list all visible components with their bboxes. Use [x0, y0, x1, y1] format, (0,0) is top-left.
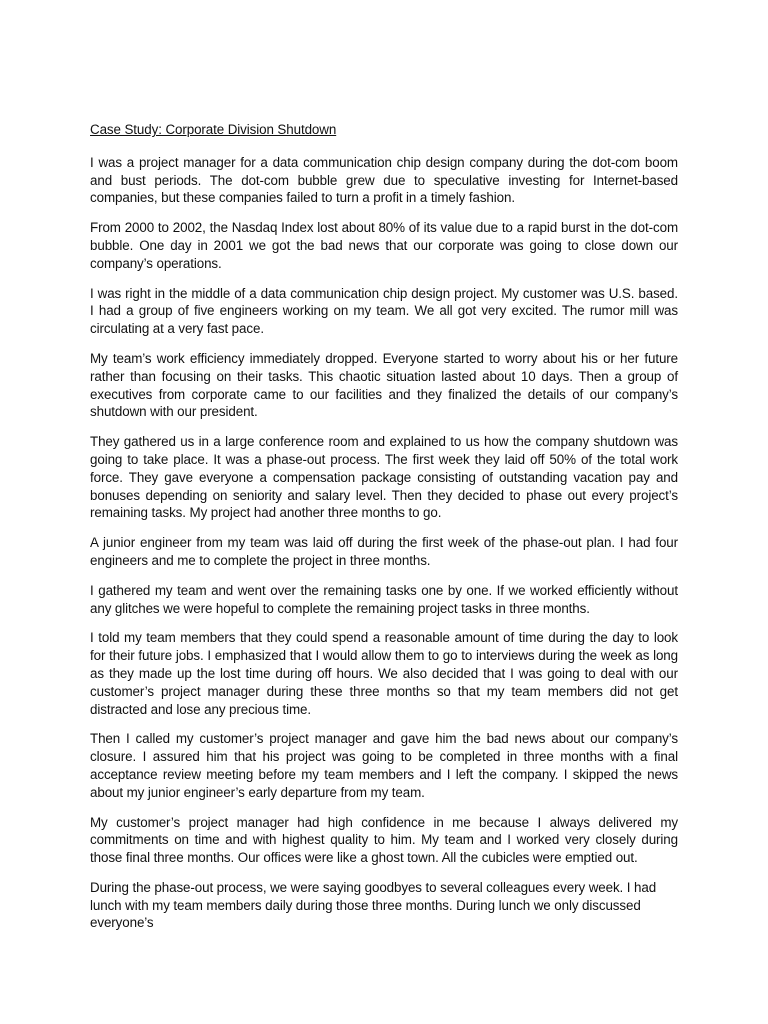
- paragraph-10: My customer’s project manager had high confidence in me because I always delivered my commitments on time and with highest quality to him. My team and I worked very closely during those final three months. Our offices were like a ghost town. All the cubicles were emptied out.: [90, 814, 678, 866]
- paragraph-7: I gathered my team and went over the remaining tasks one by one. If we worked efficiently without any glitches we were hopeful to complete the remaining project tasks in three months.: [90, 582, 678, 616]
- paragraph-5: They gathered us in a large conference room and explained to us how the company shutdown was going to take place. It was a phase-out process. The first week they laid off 50% of the total work force. They gave everyone a compensation package consisting of outstanding vacation pay and bonuses depending on seniority and salary level. Then they decided to phase out every project’s remaining tasks. My project had another three months to go.: [90, 434, 678, 521]
- paragraph-2: From 2000 to 2002, the Nasdaq Index lost about 80% of its value due to a rapid burst in the dot-com bubble. One day in 2001 we got the bad news that our corporate was going to close down our company’s operations.: [90, 220, 678, 271]
- document-title: Case Study: Corporate Division Shutdown: [90, 122, 337, 137]
- paragraph-3: I was right in the middle of a data communication chip design project. My customer was U.S. based. I had a group of five engineers working on my team. We all got very excited. The rumor mill was circulating at a very fast pace.: [90, 285, 678, 337]
- paragraph-9: Then I called my customer’s project manager and gave him the bad news about our company’s closure. I assured him that his project was going to be completed in three months with a final acceptance review meeting before my team members and I left the company. I skipped the news about my junior engineer’s early departure from my team.: [90, 731, 678, 800]
- paragraph-11: During the phase-out process, we were saying goodbyes to several colleagues every week. I had lunch with my team members daily during those three months. During lunch we only discussed everyone’s: [90, 879, 657, 931]
- document-body: [90, 121, 678, 944]
- paragraph-8: I told my team members that they could spend a reasonable amount of time during the day to look for their future jobs. I emphasized that I would allow them to go to interviews during the week as long as they made up the lost time during off hours. We also decided that I was going to deal with our customer’s project manager during these three months so that my team members did not get distracted and lose any precious time.: [90, 630, 678, 717]
- paragraph-6: A junior engineer from my team was laid off during the first week of the phase-out plan. I had four engineers and me to complete the project in three months.: [90, 535, 678, 568]
- paragraph-4: My team’s work efficiency immediately dropped. Everyone started to worry about his or her future rather than focusing on their tasks. This chaotic situation lasted about 10 days. Then a group of executives from corporate came to our facilities and they finalized the details of our company’s shutdown with our president.: [90, 350, 678, 420]
- paragraph-1: I was a project manager for a data communication chip design company during the dot-com boom and bust periods. The dot-com bubble grew due to speculative investing for Internet-based companies, but these companies failed to turn a profit in a timely fashion.: [90, 154, 678, 206]
